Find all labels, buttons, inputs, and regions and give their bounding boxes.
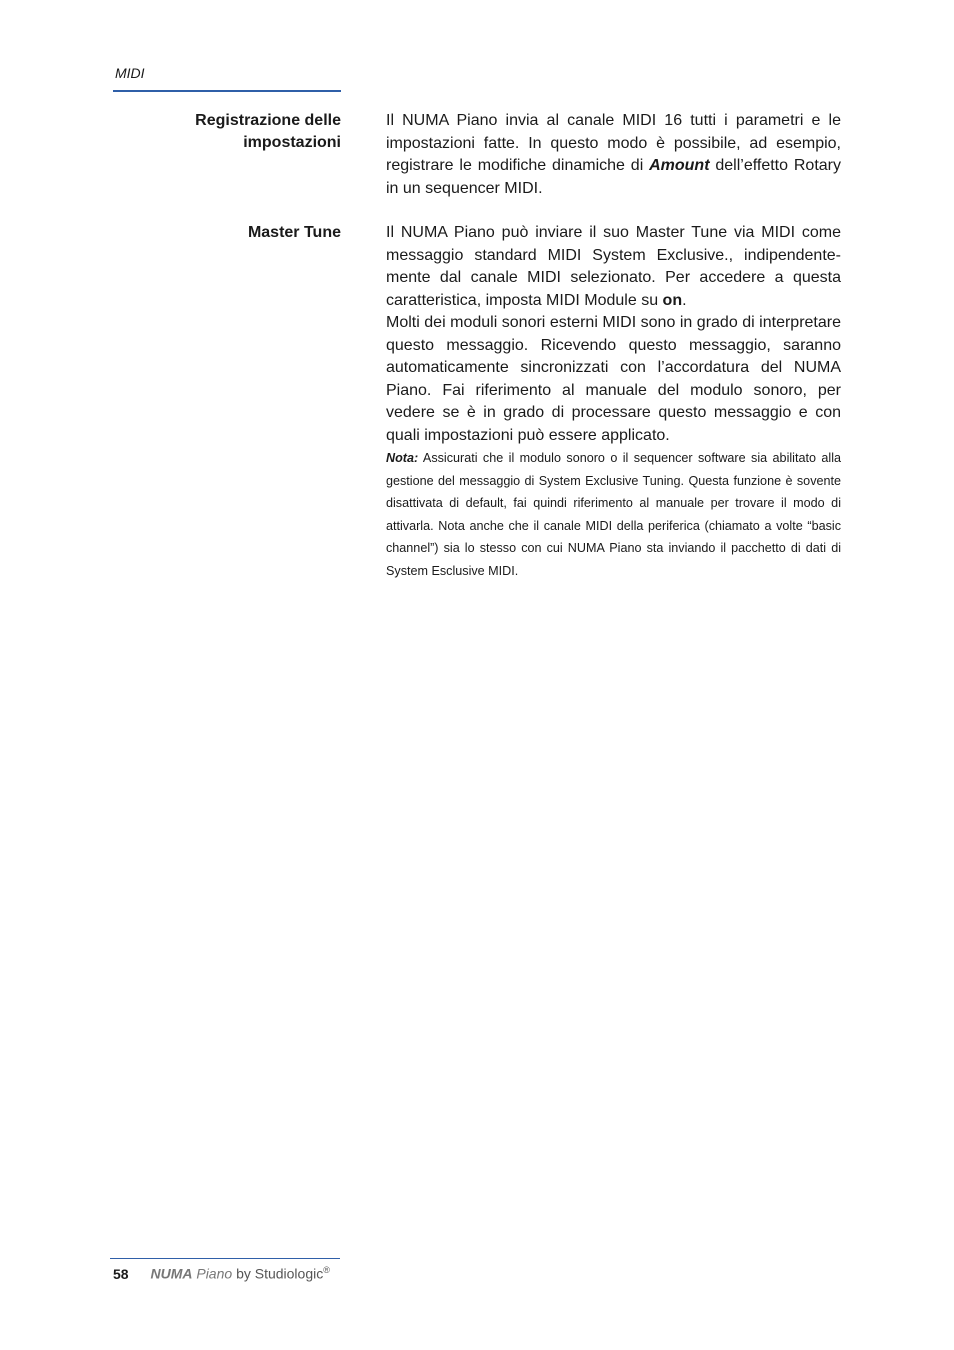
paragraph-text: dell’effetto Rotary in un sequencer MIDI. <box>386 157 841 197</box>
emphasis-amount: Amount <box>649 157 710 174</box>
section-body-registrazione <box>386 110 841 200</box>
section-title-registrazione <box>113 110 341 154</box>
running-header: MIDI <box>115 65 145 81</box>
registered-mark: ® <box>323 1265 330 1275</box>
section-body-master-tune <box>386 222 841 582</box>
paragraph: Molti dei moduli sonori esterni MIDI sono in grado di interpretare questo messaggio. Ricevendo questo messaggio, saranno automaticamente sincronizzati con l’accordatura del NUMA Piano. Fai riferimento al manuale del modulo sonoro, per vedere se è in grado di processare questo messaggio e con quali impostazioni può essere applicato. <box>386 314 841 444</box>
note-label: Nota: <box>386 451 419 465</box>
paragraph-text: . <box>682 291 687 309</box>
section-title-master-tune: Master Tune <box>247 224 341 241</box>
brand-piano: Piano <box>196 1265 233 1282</box>
note <box>386 447 841 582</box>
paragraph <box>386 110 841 200</box>
paragraph-text: Il NUMA Piano può inviare il suo Master Tune via MIDI come messaggio standard MIDI System Exclusive., indipendentemente dal canale MIDI selezionato. Per accedere a questa caratteristica, imposta MIDI Module su <box>386 224 841 309</box>
section-title-line2: impostazioni <box>243 134 341 151</box>
paragraph-text: Il NUMA Piano invia al canale MIDI 16 tutti i parametri e le impostazioni fatte. In questo modo è possibile, ad esempio, registrare le modifiche dinamiche di <box>386 112 841 174</box>
emphasis-on: on <box>662 291 683 309</box>
brand-by: by Studiologic <box>236 1265 324 1282</box>
section-title-line1: Registrazione delle <box>195 112 341 129</box>
brand-numa: NUMA <box>150 1265 193 1282</box>
page-footer <box>113 1265 330 1282</box>
header-rule <box>113 90 341 92</box>
paragraph <box>386 222 841 312</box>
footer-rule <box>110 1258 340 1259</box>
page-number: 58 <box>113 1265 129 1282</box>
note-text: Assicurati che il modulo sonoro o il sequencer software sia abilitato alla gestione del messaggio di System Exclusive Tuning. Questa funzione è sovente disattivata di default, fai quindi riferimento al manuale per trovare il modo di attivarla. Nota anche che il canale MIDI della periferica (chiamato a volte “basic channel”) sia lo stesso con cui NUMA Piano sta inviando il pacchetto di dati di System Esclusive MIDI. <box>386 451 841 578</box>
